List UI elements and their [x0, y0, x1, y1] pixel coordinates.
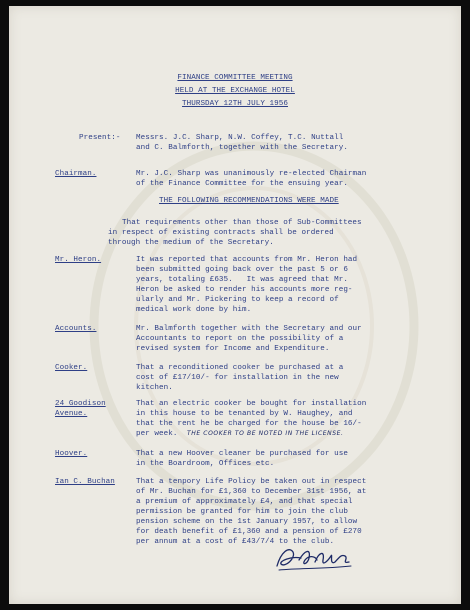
recommendations-heading: THE FOLLOWING RECOMMENDATIONS WERE MADE — [159, 197, 339, 205]
hoover-line: That a new Hoover cleaner be purchased for use — [136, 450, 348, 458]
goodison-line: that the rent he be charged for the house be 16/- — [136, 420, 362, 428]
buchan-line: per annum at a cost of £43/7/4 to the club. — [136, 538, 335, 546]
meeting-venue: HELD AT THE EXCHANGE HOTEL — [175, 87, 295, 95]
hoover-line: in the Boardroom, Offices etc. — [136, 460, 275, 468]
buchan-line: That a tenpory Life Policy be taken out in respect — [136, 478, 367, 486]
goodison-label-1: 24 Goodison — [55, 400, 106, 408]
cooker-line: That a reconditioned cooker be purchased at a — [136, 364, 344, 372]
present-line-1: Messrs. J.C. Sharp, N.W. Coffey, T.C. Nuttall — [136, 134, 344, 142]
accounts-line: Accountants to report on the possibility of a — [136, 335, 344, 343]
accounts-label: Accounts. — [55, 325, 97, 333]
buchan-line: a premium of approximately £4, and that special — [136, 498, 353, 506]
accounts-line: Mr. Balmforth together with the Secretary and our — [136, 325, 362, 333]
heron-line: medical work done by him. — [136, 306, 252, 314]
accounts-line: revised system for Income and Expenditure. — [136, 345, 330, 353]
chairman-line-1: Mr. J.C. Sharp was unanimously re-elected Chairman — [136, 170, 367, 178]
heron-line: Heron be asked to render his accounts more reg- — [136, 286, 353, 294]
intro-line-3: through the medium of the Secretary. — [108, 239, 274, 247]
signature-icon — [271, 542, 357, 576]
goodison-line: per week. — [136, 430, 178, 438]
chairman-label: Chairman. — [55, 170, 97, 178]
heron-line: It was reported that accounts from Mr. Heron had — [136, 256, 358, 264]
cooker-line: kitchen. — [136, 384, 173, 392]
chairman-line-2: of the Finance Committee for the ensuing year. — [136, 180, 348, 188]
handwritten-note: THE COOKER TO BE NOTED IN THE LICENSE. — [187, 430, 344, 437]
intro-line-1: That requirements other than those of Sub-Committees — [122, 219, 362, 227]
goodison-line: That an electric cooker be bought for installation — [136, 400, 367, 408]
buchan-line: of Mr. Buchan for £1,360 to December 31st 1956, at — [136, 488, 367, 496]
meeting-title: FINANCE COMMITTEE MEETING — [177, 74, 293, 82]
cooker-line: cost of £17/10/- for installation in the new — [136, 374, 339, 382]
present-label: Present:- — [79, 134, 121, 142]
cooker-label: Cooker. — [55, 364, 88, 372]
intro-line-2: in respect of existing contracts shall be ordered — [108, 229, 334, 237]
heron-label: Mr. Heron. — [55, 256, 102, 264]
buchan-line: for death benefit of £1,360 and a pension of £270 — [136, 528, 362, 536]
buchan-line: pension scheme on the 1st January 1957, to allow — [136, 518, 358, 526]
meeting-date: THURSDAY 12TH JULY 1956 — [182, 100, 288, 108]
heron-line: years, totaling £635. It was agreed that Mr. — [136, 276, 348, 284]
heron-line: ularly and Mr. Pickering to keep a record of — [136, 296, 339, 304]
buchan-line: permission be granted for him to join the club — [136, 508, 348, 516]
heron-line: been submitted going back over the past 5 or 6 — [136, 266, 348, 274]
document-page — [9, 6, 461, 604]
hoover-label: Hoover. — [55, 450, 88, 458]
buchan-label: Ian C. Buchan — [55, 478, 115, 486]
goodison-line: in this house to be tenanted by W. Haughey, and — [136, 410, 353, 418]
present-line-2: and C. Balmforth, together with the Secretary. — [136, 144, 348, 152]
goodison-label-2: Avenue. — [55, 410, 88, 418]
